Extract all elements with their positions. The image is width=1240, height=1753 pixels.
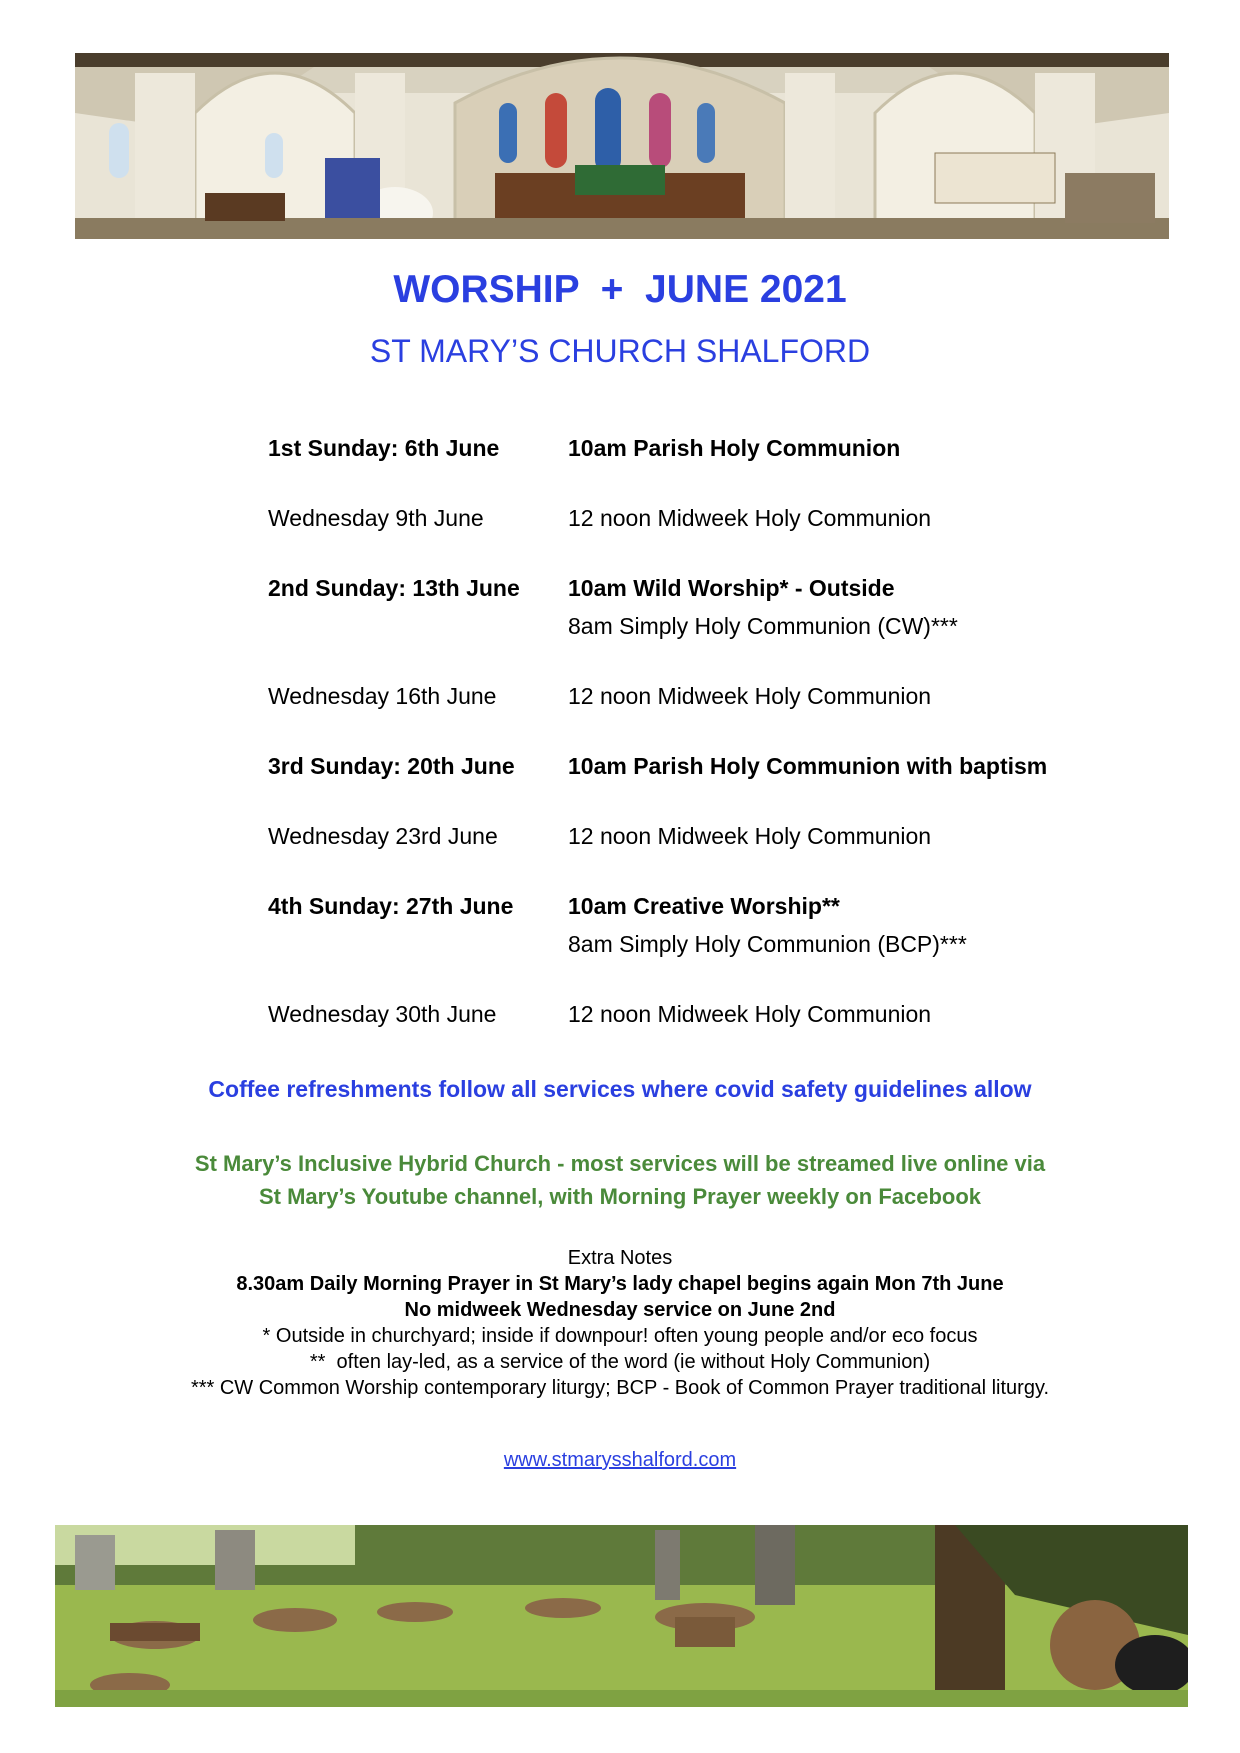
schedule-row bbox=[268, 678, 1168, 715]
service-extra: 8am Simply Holy Communion (CW)*** bbox=[568, 613, 958, 639]
churchyard-photo bbox=[55, 1525, 1188, 1707]
church-name: ST MARY’S CHURCH SHALFORD bbox=[369, 333, 871, 369]
service-day: 2nd Sunday: 13th June bbox=[268, 575, 520, 601]
schedule-row bbox=[268, 430, 1168, 467]
hybrid-church-note bbox=[0, 1147, 1240, 1213]
service-day: Wednesday 16th June bbox=[268, 683, 497, 709]
service-day: Wednesday 30th June bbox=[268, 1001, 497, 1027]
schedule-row bbox=[268, 570, 1168, 645]
schedule-row bbox=[268, 818, 1168, 855]
service-day: 1st Sunday: 6th June bbox=[268, 435, 500, 461]
notes-line: ** often lay-led, as a service of the word (ie without Holy Communion) bbox=[309, 1351, 931, 1373]
service-name: 10am Wild Worship* - Outside bbox=[568, 575, 895, 601]
notes-line: No midweek Wednesday service on June 2nd bbox=[404, 1299, 836, 1321]
service-schedule bbox=[268, 430, 1168, 1066]
schedule-row bbox=[268, 888, 1168, 963]
service-day: Wednesday 9th June bbox=[268, 505, 484, 531]
service-name: 12 noon Midweek Holy Communion bbox=[568, 505, 932, 531]
hybrid-line: St Mary’s Youtube channel, with Morning Prayer weekly on Facebook bbox=[258, 1184, 982, 1209]
page-title: WORSHIP + JUNE 2021 bbox=[393, 268, 847, 311]
service-name: 10am Creative Worship** bbox=[568, 893, 840, 919]
service-name: 10am Parish Holy Communion with baptism bbox=[568, 753, 1048, 779]
church-interior-photo bbox=[75, 53, 1169, 239]
service-name: 12 noon Midweek Holy Communion bbox=[568, 823, 932, 849]
website-link[interactable]: www.stmarysshalford.com bbox=[503, 1449, 737, 1471]
schedule-row bbox=[268, 500, 1168, 537]
schedule-row bbox=[268, 996, 1168, 1033]
extra-notes bbox=[0, 1245, 1240, 1401]
hybrid-line: St Mary’s Inclusive Hybrid Church - most services will be streamed live online via bbox=[194, 1151, 1046, 1176]
service-day: 4th Sunday: 27th June bbox=[268, 893, 514, 919]
service-name: 10am Parish Holy Communion bbox=[568, 435, 901, 461]
schedule-row bbox=[268, 748, 1168, 785]
coffee-note: Coffee refreshments follow all services where covid safety guidelines allow bbox=[208, 1076, 1032, 1102]
service-day: Wednesday 23rd June bbox=[268, 823, 498, 849]
notes-heading: Extra Notes bbox=[567, 1247, 673, 1269]
service-name: 12 noon Midweek Holy Communion bbox=[568, 1001, 932, 1027]
notes-line: *** CW Common Worship contemporary liturgy; BCP - Book of Common Prayer traditional liturgy. bbox=[190, 1377, 1050, 1399]
service-name: 12 noon Midweek Holy Communion bbox=[568, 683, 932, 709]
notes-line: 8.30am Daily Morning Prayer in St Mary’s lady chapel begins again Mon 7th June bbox=[236, 1273, 1004, 1295]
service-extra: 8am Simply Holy Communion (BCP)*** bbox=[568, 931, 967, 957]
service-day: 3rd Sunday: 20th June bbox=[268, 753, 515, 779]
notes-line: * Outside in churchyard; inside if downpour! often young people and/or eco focus bbox=[262, 1325, 978, 1347]
